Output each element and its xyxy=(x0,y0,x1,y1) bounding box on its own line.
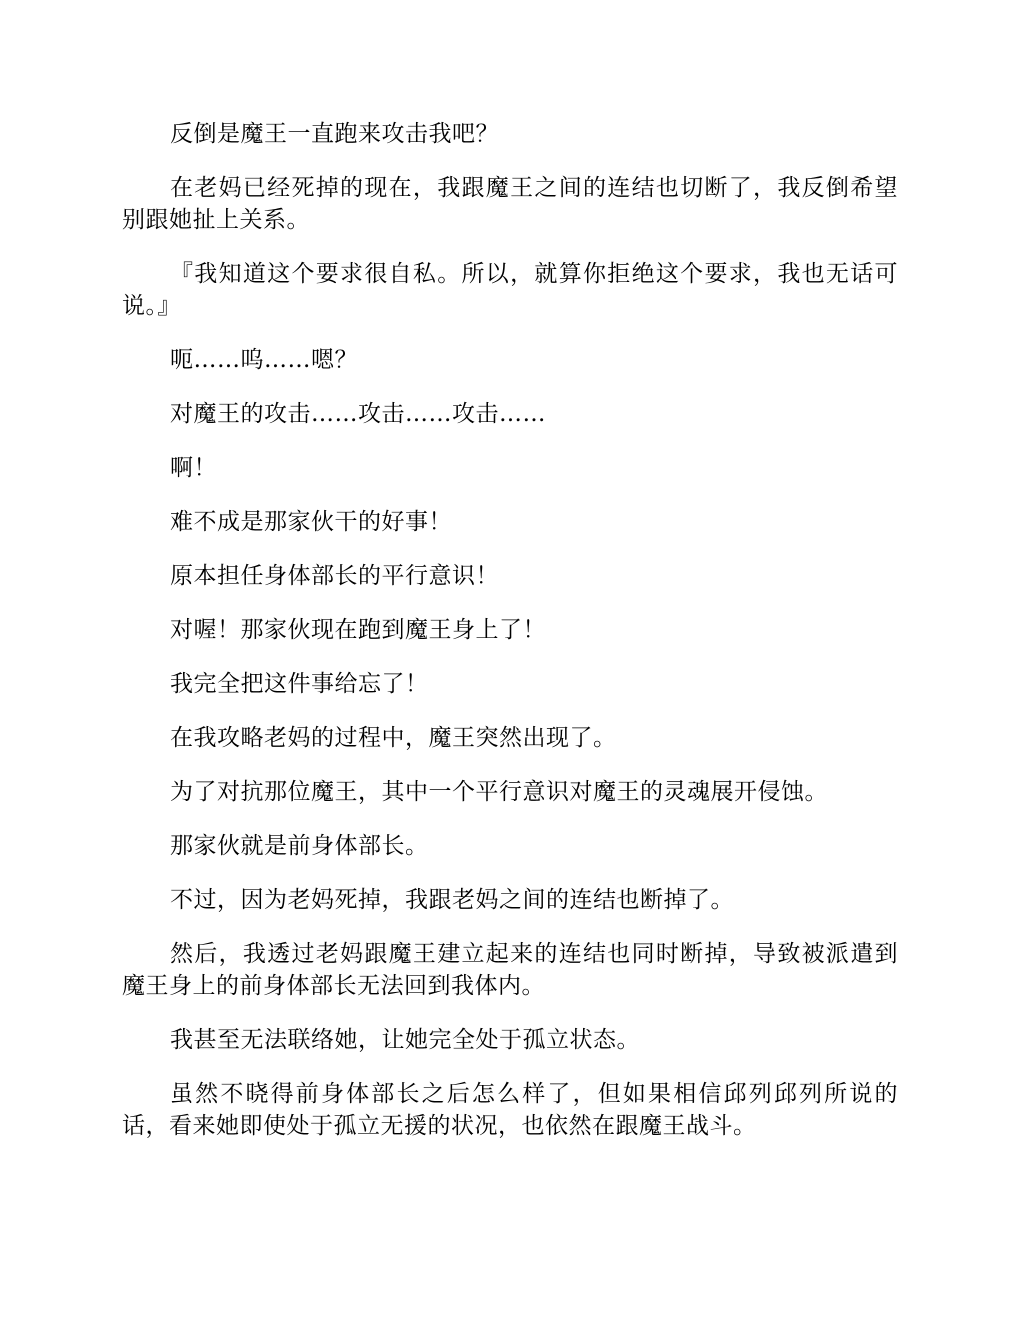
paragraph: 为了对抗那位魔王，其中一个平行意识对魔王的灵魂展开侵蚀。 xyxy=(170,779,828,805)
paragraph: 啊！ xyxy=(170,455,217,481)
paragraph: 然后，我透过老妈跟魔王建立起来的连结也同时断掉，导致被派遣到魔王身上的前身体部长无法回到我体内。 xyxy=(122,941,898,999)
document-page xyxy=(122,118,898,1164)
paragraph: 『我知道这个要求很自私。所以，就算你拒绝这个要求，我也无话可说。』 xyxy=(122,261,898,319)
paragraph: 呃……呜……嗯？ xyxy=(170,347,358,373)
paragraph: 在老妈已经死掉的现在，我跟魔王之间的连结也切断了，我反倒希望别跟她扯上关系。 xyxy=(122,175,898,233)
paragraph: 反倒是魔王一直跑来攻击我吧？ xyxy=(170,121,499,147)
paragraph: 在我攻略老妈的过程中，魔王突然出现了。 xyxy=(170,725,617,751)
paragraph: 那家伙就是前身体部长。 xyxy=(170,833,429,859)
paragraph: 难不成是那家伙干的好事！ xyxy=(170,509,452,535)
paragraph: 我甚至无法联络她，让她完全处于孤立状态。 xyxy=(170,1027,640,1053)
paragraph: 虽然不晓得前身体部长之后怎么样了，但如果相信邱列邱列所说的话，看来她即使处于孤立无援的状况，也依然在跟魔王战斗。 xyxy=(122,1081,898,1139)
paragraph: 对喔！那家伙现在跑到魔王身上了！ xyxy=(170,617,546,643)
paragraph: 我完全把这件事给忘了！ xyxy=(170,671,429,697)
paragraph: 原本担任身体部长的平行意识！ xyxy=(170,563,499,589)
paragraph: 不过，因为老妈死掉，我跟老妈之间的连结也断掉了。 xyxy=(170,887,734,913)
paragraph: 对魔王的攻击……攻击……攻击…… xyxy=(170,401,546,427)
